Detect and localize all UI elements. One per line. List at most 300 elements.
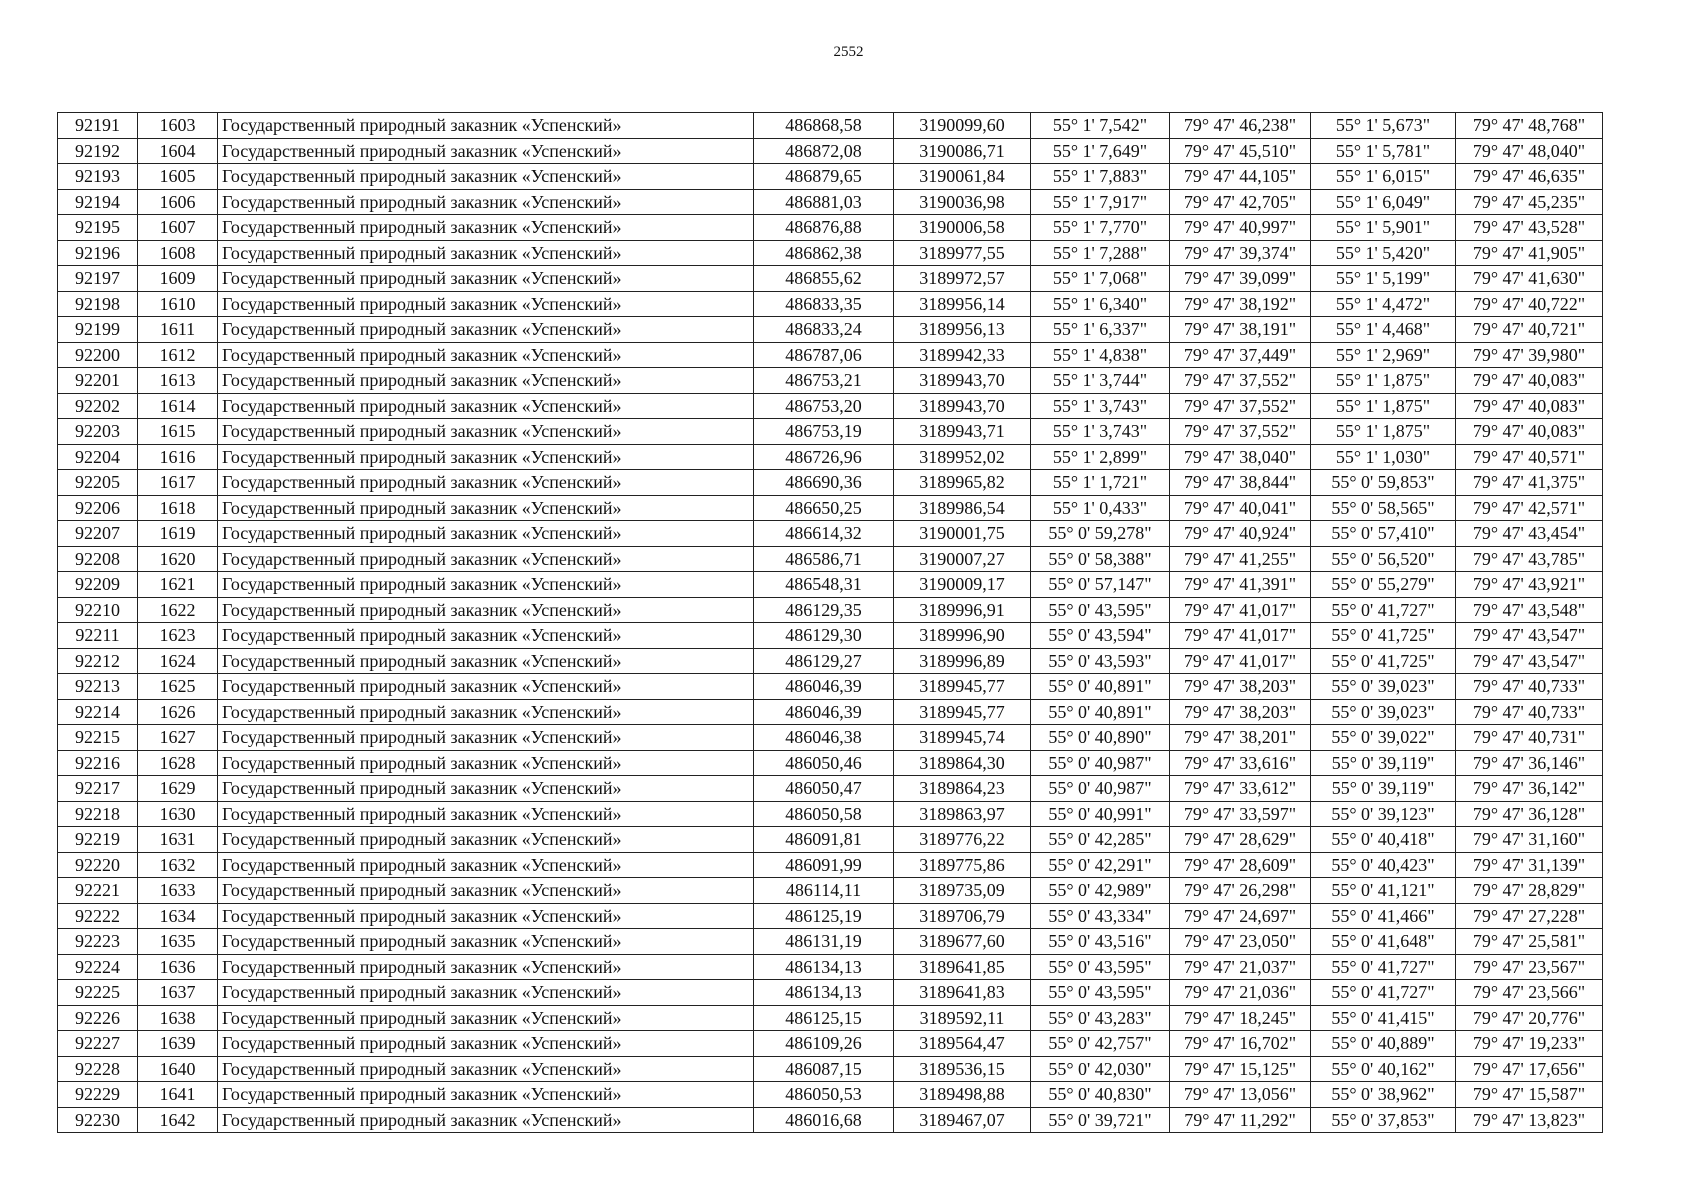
latitude-cell: 55° 0' 43,595": [1031, 954, 1170, 980]
latitude-alt-cell: 55° 0' 41,727": [1311, 954, 1456, 980]
table-row: [58, 725, 1603, 751]
object-name-cell: Государственный природный заказник «Успенский»: [218, 852, 754, 878]
latitude-alt-cell: 55° 1' 4,468": [1311, 317, 1456, 343]
y-coordinate-cell: 3189775,86: [894, 852, 1031, 878]
latitude-cell: 55° 0' 40,891": [1031, 699, 1170, 725]
point-number-cell: 1609: [138, 266, 218, 292]
longitude-cell: 79° 47' 38,192": [1170, 291, 1311, 317]
longitude-cell: 79° 47' 38,040": [1170, 444, 1311, 470]
record-number-cell: 92217: [58, 776, 138, 802]
y-coordinate-cell: 3189942,33: [894, 342, 1031, 368]
record-number-cell: 92228: [58, 1056, 138, 1082]
latitude-alt-cell: 55° 1' 2,969": [1311, 342, 1456, 368]
object-name-cell: Государственный природный заказник «Успенский»: [218, 1005, 754, 1031]
latitude-cell: 55° 0' 39,721": [1031, 1107, 1170, 1133]
longitude-alt-cell: 79° 47' 43,547": [1456, 648, 1603, 674]
latitude-alt-cell: 55° 0' 55,279": [1311, 572, 1456, 598]
y-coordinate-cell: 3190001,75: [894, 521, 1031, 547]
latitude-cell: 55° 1' 7,288": [1031, 240, 1170, 266]
table-row: [58, 827, 1603, 853]
x-coordinate-cell: 486046,39: [754, 699, 894, 725]
point-number-cell: 1626: [138, 699, 218, 725]
longitude-cell: 79° 47' 18,245": [1170, 1005, 1311, 1031]
object-name-cell: Государственный природный заказник «Успенский»: [218, 470, 754, 496]
longitude-cell: 79° 47' 38,844": [1170, 470, 1311, 496]
latitude-alt-cell: 55° 1' 5,199": [1311, 266, 1456, 292]
longitude-cell: 79° 47' 40,997": [1170, 215, 1311, 241]
latitude-alt-cell: 55° 0' 41,466": [1311, 903, 1456, 929]
latitude-alt-cell: 55° 0' 59,853": [1311, 470, 1456, 496]
latitude-cell: 55° 1' 4,838": [1031, 342, 1170, 368]
table-row: [58, 1031, 1603, 1057]
object-name-cell: Государственный природный заказник «Успенский»: [218, 521, 754, 547]
latitude-cell: 55° 0' 43,594": [1031, 623, 1170, 649]
point-number-cell: 1614: [138, 393, 218, 419]
point-number-cell: 1640: [138, 1056, 218, 1082]
record-number-cell: 92221: [58, 878, 138, 904]
record-number-cell: 92227: [58, 1031, 138, 1057]
x-coordinate-cell: 486586,71: [754, 546, 894, 572]
longitude-alt-cell: 79° 47' 36,128": [1456, 801, 1603, 827]
table-row: [58, 623, 1603, 649]
longitude-alt-cell: 79° 47' 15,587": [1456, 1082, 1603, 1108]
point-number-cell: 1634: [138, 903, 218, 929]
latitude-alt-cell: 55° 0' 39,119": [1311, 776, 1456, 802]
x-coordinate-cell: 486862,38: [754, 240, 894, 266]
point-number-cell: 1628: [138, 750, 218, 776]
table-row: [58, 1056, 1603, 1082]
x-coordinate-cell: 486614,32: [754, 521, 894, 547]
y-coordinate-cell: 3189965,82: [894, 470, 1031, 496]
longitude-alt-cell: 79° 47' 25,581": [1456, 929, 1603, 955]
latitude-cell: 55° 1' 6,340": [1031, 291, 1170, 317]
y-coordinate-cell: 3190006,58: [894, 215, 1031, 241]
longitude-cell: 79° 47' 11,292": [1170, 1107, 1311, 1133]
longitude-cell: 79° 47' 33,612": [1170, 776, 1311, 802]
longitude-cell: 79° 47' 44,105": [1170, 164, 1311, 190]
object-name-cell: Государственный природный заказник «Успенский»: [218, 1082, 754, 1108]
object-name-cell: Государственный природный заказник «Успенский»: [218, 878, 754, 904]
point-number-cell: 1639: [138, 1031, 218, 1057]
longitude-cell: 79° 47' 46,238": [1170, 113, 1311, 139]
point-number-cell: 1637: [138, 980, 218, 1006]
longitude-alt-cell: 79° 47' 43,454": [1456, 521, 1603, 547]
object-name-cell: Государственный природный заказник «Успенский»: [218, 1031, 754, 1057]
object-name-cell: Государственный природный заказник «Успенский»: [218, 776, 754, 802]
table-row: [58, 776, 1603, 802]
object-name-cell: Государственный природный заказник «Успенский»: [218, 699, 754, 725]
latitude-cell: 55° 1' 7,649": [1031, 138, 1170, 164]
table-row: [58, 1082, 1603, 1108]
latitude-alt-cell: 55° 0' 41,121": [1311, 878, 1456, 904]
point-number-cell: 1620: [138, 546, 218, 572]
y-coordinate-cell: 3189956,14: [894, 291, 1031, 317]
latitude-alt-cell: 55° 0' 39,023": [1311, 699, 1456, 725]
longitude-cell: 79° 47' 45,510": [1170, 138, 1311, 164]
longitude-alt-cell: 79° 47' 41,630": [1456, 266, 1603, 292]
latitude-alt-cell: 55° 0' 39,023": [1311, 674, 1456, 700]
latitude-cell: 55° 0' 40,987": [1031, 776, 1170, 802]
longitude-alt-cell: 79° 47' 40,083": [1456, 393, 1603, 419]
x-coordinate-cell: 486876,88: [754, 215, 894, 241]
record-number-cell: 92208: [58, 546, 138, 572]
object-name-cell: Государственный природный заказник «Успенский»: [218, 368, 754, 394]
record-number-cell: 92207: [58, 521, 138, 547]
y-coordinate-cell: 3189864,23: [894, 776, 1031, 802]
table-row: [58, 674, 1603, 700]
longitude-cell: 79° 47' 21,036": [1170, 980, 1311, 1006]
point-number-cell: 1611: [138, 317, 218, 343]
y-coordinate-cell: 3189952,02: [894, 444, 1031, 470]
object-name-cell: Государственный природный заказник «Успенский»: [218, 725, 754, 751]
record-number-cell: 92191: [58, 113, 138, 139]
x-coordinate-cell: 486134,13: [754, 954, 894, 980]
object-name-cell: Государственный природный заказник «Успенский»: [218, 495, 754, 521]
longitude-alt-cell: 79° 47' 31,139": [1456, 852, 1603, 878]
latitude-cell: 55° 0' 40,991": [1031, 801, 1170, 827]
y-coordinate-cell: 3189564,47: [894, 1031, 1031, 1057]
record-number-cell: 92225: [58, 980, 138, 1006]
latitude-cell: 55° 1' 6,337": [1031, 317, 1170, 343]
record-number-cell: 92199: [58, 317, 138, 343]
x-coordinate-cell: 486125,15: [754, 1005, 894, 1031]
object-name-cell: Государственный природный заказник «Успенский»: [218, 419, 754, 445]
point-number-cell: 1625: [138, 674, 218, 700]
object-name-cell: Государственный природный заказник «Успенский»: [218, 215, 754, 241]
table-row: [58, 1005, 1603, 1031]
table-row: [58, 929, 1603, 955]
record-number-cell: 92203: [58, 419, 138, 445]
table-row: [58, 291, 1603, 317]
longitude-alt-cell: 79° 47' 41,905": [1456, 240, 1603, 266]
y-coordinate-cell: 3189945,74: [894, 725, 1031, 751]
latitude-alt-cell: 55° 0' 41,415": [1311, 1005, 1456, 1031]
latitude-cell: 55° 0' 42,285": [1031, 827, 1170, 853]
record-number-cell: 92223: [58, 929, 138, 955]
point-number-cell: 1604: [138, 138, 218, 164]
point-number-cell: 1624: [138, 648, 218, 674]
point-number-cell: 1629: [138, 776, 218, 802]
x-coordinate-cell: 486129,30: [754, 623, 894, 649]
x-coordinate-cell: 486050,58: [754, 801, 894, 827]
x-coordinate-cell: 486881,03: [754, 189, 894, 215]
latitude-alt-cell: 55° 0' 37,853": [1311, 1107, 1456, 1133]
latitude-cell: 55° 0' 40,890": [1031, 725, 1170, 751]
record-number-cell: 92215: [58, 725, 138, 751]
table-row: [58, 113, 1603, 139]
y-coordinate-cell: 3189996,90: [894, 623, 1031, 649]
table-row: [58, 750, 1603, 776]
latitude-alt-cell: 55° 0' 39,123": [1311, 801, 1456, 827]
x-coordinate-cell: 486753,20: [754, 393, 894, 419]
longitude-cell: 79° 47' 37,552": [1170, 419, 1311, 445]
latitude-alt-cell: 55° 0' 39,022": [1311, 725, 1456, 751]
record-number-cell: 92201: [58, 368, 138, 394]
object-name-cell: Государственный природный заказник «Успенский»: [218, 801, 754, 827]
longitude-cell: 79° 47' 41,017": [1170, 597, 1311, 623]
point-number-cell: 1636: [138, 954, 218, 980]
x-coordinate-cell: 486833,35: [754, 291, 894, 317]
x-coordinate-cell: 486868,58: [754, 113, 894, 139]
latitude-alt-cell: 55° 1' 5,420": [1311, 240, 1456, 266]
longitude-cell: 79° 47' 40,924": [1170, 521, 1311, 547]
y-coordinate-cell: 3189977,55: [894, 240, 1031, 266]
y-coordinate-cell: 3189945,77: [894, 674, 1031, 700]
longitude-alt-cell: 79° 47' 43,528": [1456, 215, 1603, 241]
latitude-cell: 55° 1' 7,770": [1031, 215, 1170, 241]
latitude-alt-cell: 55° 1' 1,875": [1311, 368, 1456, 394]
object-name-cell: Государственный природный заказник «Успенский»: [218, 929, 754, 955]
y-coordinate-cell: 3190061,84: [894, 164, 1031, 190]
latitude-alt-cell: 55° 0' 40,423": [1311, 852, 1456, 878]
latitude-cell: 55° 1' 7,542": [1031, 113, 1170, 139]
latitude-cell: 55° 0' 43,595": [1031, 597, 1170, 623]
record-number-cell: 92224: [58, 954, 138, 980]
latitude-cell: 55° 0' 43,593": [1031, 648, 1170, 674]
table-row: [58, 266, 1603, 292]
longitude-alt-cell: 79° 47' 40,733": [1456, 699, 1603, 725]
object-name-cell: Государственный природный заказник «Успенский»: [218, 189, 754, 215]
x-coordinate-cell: 486833,24: [754, 317, 894, 343]
x-coordinate-cell: 486690,36: [754, 470, 894, 496]
latitude-alt-cell: 55° 1' 1,875": [1311, 419, 1456, 445]
latitude-alt-cell: 55° 1' 1,030": [1311, 444, 1456, 470]
point-number-cell: 1619: [138, 521, 218, 547]
x-coordinate-cell: 486087,15: [754, 1056, 894, 1082]
record-number-cell: 92204: [58, 444, 138, 470]
latitude-alt-cell: 55° 0' 57,410": [1311, 521, 1456, 547]
longitude-alt-cell: 79° 47' 20,776": [1456, 1005, 1603, 1031]
record-number-cell: 92205: [58, 470, 138, 496]
latitude-alt-cell: 55° 1' 6,049": [1311, 189, 1456, 215]
table-body: [58, 113, 1603, 1133]
longitude-cell: 79° 47' 41,017": [1170, 648, 1311, 674]
point-number-cell: 1627: [138, 725, 218, 751]
longitude-alt-cell: 79° 47' 23,567": [1456, 954, 1603, 980]
longitude-alt-cell: 79° 47' 40,721": [1456, 317, 1603, 343]
table-row: [58, 368, 1603, 394]
y-coordinate-cell: 3189536,15: [894, 1056, 1031, 1082]
record-number-cell: 92230: [58, 1107, 138, 1133]
point-number-cell: 1608: [138, 240, 218, 266]
x-coordinate-cell: 486046,38: [754, 725, 894, 751]
latitude-cell: 55° 0' 43,516": [1031, 929, 1170, 955]
x-coordinate-cell: 486046,39: [754, 674, 894, 700]
record-number-cell: 92216: [58, 750, 138, 776]
y-coordinate-cell: 3189641,83: [894, 980, 1031, 1006]
y-coordinate-cell: 3189996,91: [894, 597, 1031, 623]
y-coordinate-cell: 3189956,13: [894, 317, 1031, 343]
point-number-cell: 1605: [138, 164, 218, 190]
longitude-cell: 79° 47' 42,705": [1170, 189, 1311, 215]
x-coordinate-cell: 486872,08: [754, 138, 894, 164]
latitude-cell: 55° 0' 40,830": [1031, 1082, 1170, 1108]
object-name-cell: Государственный природный заказник «Успенский»: [218, 674, 754, 700]
table-row: [58, 878, 1603, 904]
latitude-cell: 55° 0' 58,388": [1031, 546, 1170, 572]
longitude-cell: 79° 47' 37,552": [1170, 368, 1311, 394]
longitude-cell: 79° 47' 39,099": [1170, 266, 1311, 292]
y-coordinate-cell: 3190007,27: [894, 546, 1031, 572]
record-number-cell: 92211: [58, 623, 138, 649]
point-number-cell: 1641: [138, 1082, 218, 1108]
record-number-cell: 92202: [58, 393, 138, 419]
latitude-cell: 55° 0' 43,334": [1031, 903, 1170, 929]
x-coordinate-cell: 486129,27: [754, 648, 894, 674]
table-row: [58, 317, 1603, 343]
y-coordinate-cell: 3189592,11: [894, 1005, 1031, 1031]
longitude-alt-cell: 79° 47' 17,656": [1456, 1056, 1603, 1082]
latitude-cell: 55° 1' 7,917": [1031, 189, 1170, 215]
object-name-cell: Государственный природный заказник «Успенский»: [218, 954, 754, 980]
table-row: [58, 699, 1603, 725]
point-number-cell: 1633: [138, 878, 218, 904]
x-coordinate-cell: 486109,26: [754, 1031, 894, 1057]
point-number-cell: 1610: [138, 291, 218, 317]
y-coordinate-cell: 3189863,97: [894, 801, 1031, 827]
table-row: [58, 215, 1603, 241]
record-number-cell: 92219: [58, 827, 138, 853]
latitude-cell: 55° 0' 43,283": [1031, 1005, 1170, 1031]
table-row: [58, 342, 1603, 368]
object-name-cell: Государственный природный заказник «Успенский»: [218, 266, 754, 292]
longitude-cell: 79° 47' 41,255": [1170, 546, 1311, 572]
longitude-alt-cell: 79° 47' 43,547": [1456, 623, 1603, 649]
y-coordinate-cell: 3190009,17: [894, 572, 1031, 598]
latitude-alt-cell: 55° 0' 56,520": [1311, 546, 1456, 572]
latitude-alt-cell: 55° 0' 41,727": [1311, 597, 1456, 623]
x-coordinate-cell: 486650,25: [754, 495, 894, 521]
longitude-cell: 79° 47' 41,391": [1170, 572, 1311, 598]
point-number-cell: 1630: [138, 801, 218, 827]
object-name-cell: Государственный природный заказник «Успенский»: [218, 597, 754, 623]
longitude-cell: 79° 47' 33,616": [1170, 750, 1311, 776]
x-coordinate-cell: 486134,13: [754, 980, 894, 1006]
longitude-alt-cell: 79° 47' 40,733": [1456, 674, 1603, 700]
table-row: [58, 189, 1603, 215]
x-coordinate-cell: 486050,46: [754, 750, 894, 776]
latitude-cell: 55° 1' 3,743": [1031, 419, 1170, 445]
latitude-cell: 55° 0' 57,147": [1031, 572, 1170, 598]
latitude-cell: 55° 0' 40,891": [1031, 674, 1170, 700]
longitude-alt-cell: 79° 47' 43,548": [1456, 597, 1603, 623]
longitude-alt-cell: 79° 47' 41,375": [1456, 470, 1603, 496]
longitude-cell: 79° 47' 21,037": [1170, 954, 1311, 980]
latitude-cell: 55° 0' 42,989": [1031, 878, 1170, 904]
record-number-cell: 92195: [58, 215, 138, 241]
latitude-alt-cell: 55° 0' 40,162": [1311, 1056, 1456, 1082]
y-coordinate-cell: 3189467,07: [894, 1107, 1031, 1133]
point-number-cell: 1617: [138, 470, 218, 496]
table-row: [58, 852, 1603, 878]
y-coordinate-cell: 3189996,89: [894, 648, 1031, 674]
object-name-cell: Государственный природный заказник «Успенский»: [218, 827, 754, 853]
table-row: [58, 597, 1603, 623]
point-number-cell: 1631: [138, 827, 218, 853]
table-row: [58, 572, 1603, 598]
latitude-alt-cell: 55° 0' 40,418": [1311, 827, 1456, 853]
object-name-cell: Государственный природный заказник «Успенский»: [218, 750, 754, 776]
longitude-alt-cell: 79° 47' 43,921": [1456, 572, 1603, 598]
latitude-cell: 55° 1' 3,743": [1031, 393, 1170, 419]
record-number-cell: 92192: [58, 138, 138, 164]
record-number-cell: 92222: [58, 903, 138, 929]
longitude-alt-cell: 79° 47' 19,233": [1456, 1031, 1603, 1057]
x-coordinate-cell: 486855,62: [754, 266, 894, 292]
table-row: [58, 546, 1603, 572]
y-coordinate-cell: 3189776,22: [894, 827, 1031, 853]
longitude-cell: 79° 47' 24,697": [1170, 903, 1311, 929]
latitude-alt-cell: 55° 1' 6,015": [1311, 164, 1456, 190]
object-name-cell: Государственный природный заказник «Успенский»: [218, 980, 754, 1006]
longitude-alt-cell: 79° 47' 48,768": [1456, 113, 1603, 139]
point-number-cell: 1635: [138, 929, 218, 955]
latitude-cell: 55° 1' 7,068": [1031, 266, 1170, 292]
y-coordinate-cell: 3189943,71: [894, 419, 1031, 445]
longitude-cell: 79° 47' 28,629": [1170, 827, 1311, 853]
record-number-cell: 92194: [58, 189, 138, 215]
point-number-cell: 1621: [138, 572, 218, 598]
longitude-cell: 79° 47' 15,125": [1170, 1056, 1311, 1082]
record-number-cell: 92226: [58, 1005, 138, 1031]
y-coordinate-cell: 3190099,60: [894, 113, 1031, 139]
longitude-alt-cell: 79° 47' 40,571": [1456, 444, 1603, 470]
latitude-alt-cell: 55° 0' 41,648": [1311, 929, 1456, 955]
longitude-alt-cell: 79° 47' 27,228": [1456, 903, 1603, 929]
x-coordinate-cell: 486879,65: [754, 164, 894, 190]
x-coordinate-cell: 486125,19: [754, 903, 894, 929]
object-name-cell: Государственный природный заказник «Успенский»: [218, 164, 754, 190]
longitude-alt-cell: 79° 47' 23,566": [1456, 980, 1603, 1006]
longitude-alt-cell: 79° 47' 48,040": [1456, 138, 1603, 164]
y-coordinate-cell: 3190036,98: [894, 189, 1031, 215]
object-name-cell: Государственный природный заказник «Успенский»: [218, 1056, 754, 1082]
longitude-alt-cell: 79° 47' 42,571": [1456, 495, 1603, 521]
y-coordinate-cell: 3190086,71: [894, 138, 1031, 164]
x-coordinate-cell: 486131,19: [754, 929, 894, 955]
y-coordinate-cell: 3189943,70: [894, 368, 1031, 394]
y-coordinate-cell: 3189972,57: [894, 266, 1031, 292]
point-number-cell: 1622: [138, 597, 218, 623]
point-number-cell: 1642: [138, 1107, 218, 1133]
latitude-cell: 55° 0' 40,987": [1031, 750, 1170, 776]
latitude-alt-cell: 55° 0' 40,889": [1311, 1031, 1456, 1057]
latitude-alt-cell: 55° 0' 38,962": [1311, 1082, 1456, 1108]
y-coordinate-cell: 3189677,60: [894, 929, 1031, 955]
point-number-cell: 1606: [138, 189, 218, 215]
latitude-cell: 55° 1' 0,433": [1031, 495, 1170, 521]
longitude-alt-cell: 79° 47' 13,823": [1456, 1107, 1603, 1133]
point-number-cell: 1623: [138, 623, 218, 649]
object-name-cell: Государственный природный заказник «Успенский»: [218, 903, 754, 929]
y-coordinate-cell: 3189864,30: [894, 750, 1031, 776]
longitude-cell: 79° 47' 38,203": [1170, 699, 1311, 725]
x-coordinate-cell: 486726,96: [754, 444, 894, 470]
object-name-cell: Государственный природный заказник «Успенский»: [218, 546, 754, 572]
table-row: [58, 903, 1603, 929]
record-number-cell: 92220: [58, 852, 138, 878]
longitude-alt-cell: 79° 47' 40,731": [1456, 725, 1603, 751]
latitude-alt-cell: 55° 1' 4,472": [1311, 291, 1456, 317]
x-coordinate-cell: 486129,35: [754, 597, 894, 623]
object-name-cell: Государственный природный заказник «Успенский»: [218, 1107, 754, 1133]
table-row: [58, 470, 1603, 496]
latitude-alt-cell: 55° 0' 39,119": [1311, 750, 1456, 776]
object-name-cell: Государственный природный заказник «Успенский»: [218, 113, 754, 139]
longitude-cell: 79° 47' 23,050": [1170, 929, 1311, 955]
object-name-cell: Государственный природный заказник «Успенский»: [218, 138, 754, 164]
longitude-cell: 79° 47' 38,201": [1170, 725, 1311, 751]
